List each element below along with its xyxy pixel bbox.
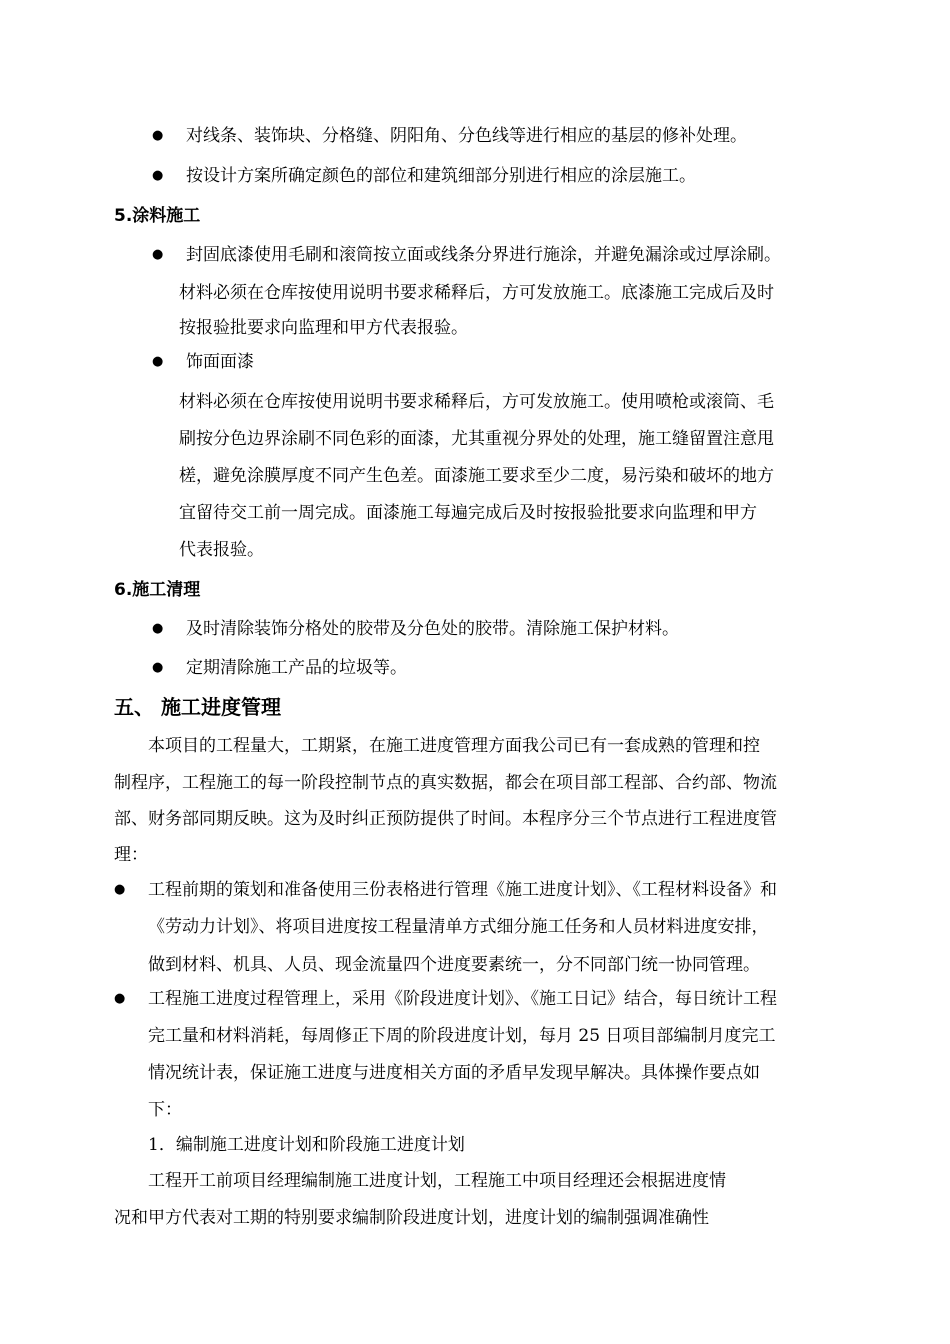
bullet-icon: ●	[114, 882, 126, 897]
paragraph-line: 槎，避免涂膜厚度不同产生色差。面漆施工要求至少二度，易污染和破坏的地方	[179, 466, 774, 486]
paragraph-line: 代表报验。	[179, 540, 264, 560]
paragraph-line: 《劳动力计划》、将项目进度按工程量清单方式细分施工任务和人员材料进度安排，	[148, 917, 769, 937]
paragraph-line: 刷按分色边界涂刷不同色彩的面漆，尤其重视分界处的处理，施工缝留置注意甩	[179, 429, 774, 449]
paragraph-line: 材料必须在仓库按使用说明书要求稀释后，方可发放施工。使用喷枪或滚筒、毛	[179, 392, 774, 412]
paragraph-line: 工程开工前项目经理编制施工进度计划，工程施工中项目经理还会根据进度情	[148, 1171, 726, 1191]
bullet-icon: ●	[152, 128, 164, 143]
paragraph-line: 按报验批要求向监理和甲方代表报验。	[179, 318, 468, 338]
subheading: 1．编制施工进度计划和阶段施工进度计划	[148, 1135, 465, 1155]
bullet-icon: ●	[152, 168, 164, 183]
bullet-title: 饰面面漆	[186, 352, 254, 372]
paragraph-line: 情况统计表，保证施工进度与进度相关方面的矛盾早发现早解决。具体操作要点如	[148, 1063, 760, 1083]
paragraph-line: 封固底漆使用毛刷和滚筒按立面或线条分界进行施涂，并避免漏涂或过厚涂刷。	[186, 245, 781, 265]
paragraph-line: 做到材料、机具、人员、现金流量四个进度要素统一，分不同部门统一协同管理。	[148, 955, 760, 975]
intro-line: 本项目的工程量大，工期紧，在施工进度管理方面我公司已有一套成熟的管理和控	[148, 736, 760, 756]
paragraph-line: 工程前期的策划和准备使用三份表格进行管理《施工进度计划》、《工程材料设备》和	[148, 880, 777, 900]
section-6-heading: 6.施工清理	[114, 580, 201, 600]
paragraph-line: 下：	[148, 1100, 182, 1120]
intro-line: 理：	[114, 845, 148, 865]
top-bullet-text: 对线条、装饰块、分格缝、阴阳角、分色线等进行相应的基层的修补处理。	[186, 126, 747, 146]
intro-line: 部、财务部同期反映。这为及时纠正预防提供了时间。本程序分三个节点进行工程进度管	[114, 809, 777, 829]
section-6-bullet-text: 及时清除装饰分格处的胶带及分色处的胶带。清除施工保护材料。	[186, 619, 679, 639]
paragraph-line: 宜留待交工前一周完成。面漆施工每遍完成后及时按报验批要求向监理和甲方	[179, 503, 757, 523]
bullet-icon: ●	[152, 660, 164, 675]
paragraph-line: 工程施工进度过程管理上，采用《阶段进度计划》、《施工日记》结合，每日统计工程	[148, 989, 777, 1009]
bullet-icon: ●	[152, 354, 164, 369]
bullet-icon: ●	[152, 621, 164, 636]
chapter-5-heading: 五、 施工进度管理	[114, 695, 281, 719]
paragraph-line: 完工量和材料消耗，每周修正下周的阶段进度计划，每月 25 日项目部编制月度完工	[148, 1026, 776, 1046]
paragraph-line: 况和甲方代表对工期的特别要求编制阶段进度计划，进度计划的编制强调准确性	[114, 1208, 709, 1228]
paragraph-line: 材料必须在仓库按使用说明书要求稀释后，方可发放施工。底漆施工完成后及时	[179, 283, 774, 303]
intro-line: 制程序，工程施工的每一阶段控制节点的真实数据，都会在项目部工程部、合约部、物流	[114, 773, 777, 793]
bullet-icon: ●	[114, 991, 126, 1006]
section-6-bullet-text: 定期清除施工产品的垃圾等。	[186, 658, 407, 678]
section-5-heading: 5.涂料施工	[114, 206, 201, 226]
top-bullet-text: 按设计方案所确定颜色的部位和建筑细部分别进行相应的涂层施工。	[186, 166, 696, 186]
bullet-icon: ●	[152, 247, 164, 262]
